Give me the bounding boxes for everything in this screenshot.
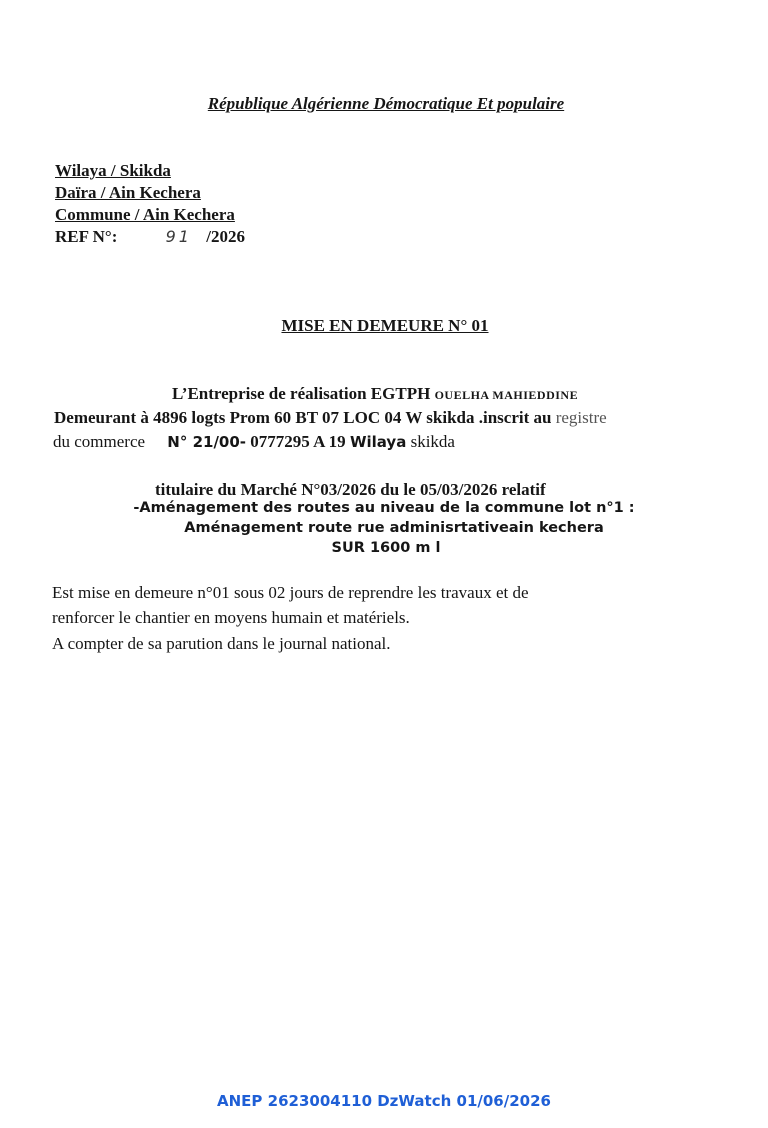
enterprise-prefix: L’Entreprise de réalisation EGTPH — [172, 384, 431, 403]
marche-line-1: titulaire du Marché N°03/2026 du le 05/03/2026 relatif — [155, 480, 546, 499]
daira-line: Daïra / Ain Kechera — [55, 183, 201, 202]
commerce-n: N° 21/00- — [167, 433, 247, 451]
body-line-2: renforcer le chantier en moyens humain et matériels. — [52, 608, 410, 627]
ref-number: 91 — [165, 227, 192, 246]
commerce-city: skikda — [410, 432, 455, 451]
republic-header: République Algérienne Démocratique Et populaire — [207, 94, 565, 113]
enterprise-line-3 — [53, 432, 455, 452]
body-line-3: A compter de sa parution dans le journal national. — [52, 634, 391, 653]
enterprise-line-2 — [54, 408, 607, 428]
reference-line — [55, 227, 245, 247]
commune-line: Commune / Ain Kechera — [55, 205, 235, 224]
ref-label: REF N°: — [55, 227, 118, 246]
wilaya-line: Wilaya / Skikda — [55, 161, 171, 180]
anep-footer: ANEP 2623004110 DzWatch 01/06/2026 — [217, 1092, 551, 1110]
enterprise-name: OUELHA MAHIEDDINE — [434, 388, 579, 402]
enterprise-registre: registre — [555, 408, 607, 427]
enterprise-address: Demeurant à 4896 logts Prom 60 BT 07 LOC 04 W skikda .inscrit au — [54, 408, 552, 427]
body-line-1: Est mise en demeure n°01 sous 02 jours de reprendre les travaux et de — [52, 583, 529, 602]
commerce-label: du commerce — [53, 432, 146, 451]
ref-year: /2026 — [206, 227, 245, 246]
marche-line-4: SUR 1600 m l — [331, 540, 441, 556]
document-title: MISE EN DEMEURE N° 01 — [281, 316, 489, 335]
commerce-wilaya: Wilaya — [349, 433, 407, 451]
enterprise-line-1 — [172, 384, 578, 404]
marche-line-3: Aménagement route rue adminisrtativeain kechera — [184, 520, 604, 536]
marche-line-2: -Aménagement des routes au niveau de la commune lot n°1 : — [133, 500, 635, 516]
commerce-number: 0777295 A 19 — [250, 432, 346, 451]
